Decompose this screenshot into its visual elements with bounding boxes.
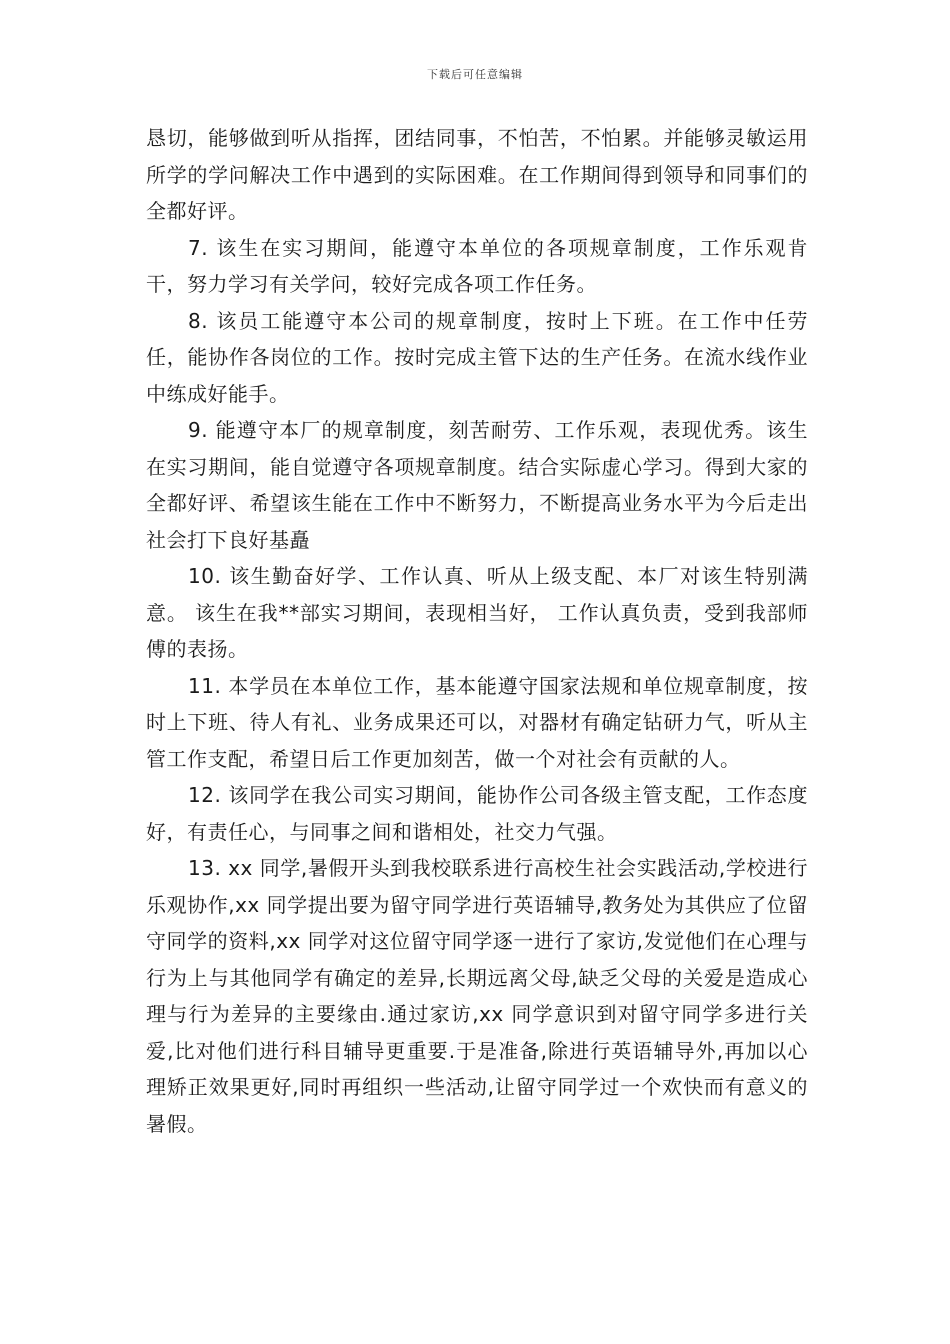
paragraph-item-8: 8. 该员工能遵守本公司的规章制度，按时上下班。在工作中任劳任，能协作各岗位的工作。按时完成主管下达的生产任务。在流水线作业中练成好能手。: [146, 308, 808, 406]
paragraph-item-7: 7. 该生在实习期间，能遵守本单位的各项规章制度，工作乐观肯干，努力学习有关学问，较好完成各项工作任务。: [146, 235, 808, 296]
paragraph-item-9: 9. 能遵守本厂的规章制度，刻苦耐劳、工作乐观，表现优秀。该生在实习期间，能自觉遵守各项规章制度。结合实际虚心学习。得到大家的全都好评、希望该生能在工作中不断努力，不断提高业务水平为今后走出社会打下良好基矗: [146, 418, 808, 552]
paragraph-item-12: 12. 该同学在我公司实习期间，能协作公司各级主管支配，工作态度好，有责任心，与同事之间和谐相处，社交力气强。: [146, 783, 808, 844]
paragraph-item-11: 11. 本学员在本单位工作，基本能遵守国家法规和单位规章制度，按时上下班、待人有礼、业务成果还可以，对器材有确定钻研力气，听从主管工作支配，希望日后工作更加刻苦，做一个对社会有贡献的人。: [146, 673, 808, 771]
page-header: 下载后可任意编辑: [427, 68, 523, 81]
paragraph-item-13: 13. xx 同学,暑假开头到我校联系进行高校生社会实践活动,学校进行乐观协作,xx 同学提出要为留守同学进行英语辅导,教务处为其供应了位留守同学的资料,xx 同学对这位留守同学逐一进行了家访,发觉他们在心理与行为上与其他同学有确定的差异,长期远离父母,缺乏父母的关爱是造成心理与行为差异的主要缘由.通过家访,xx 同学意识到对留守同学多进行关爱,比对他们进行科目辅导更重要.于是准备,除进行英语辅导外,再加以心理矫正效果更好,同时再组织一些活动,让留守同学过一个欢快而有意义的暑假。: [146, 856, 808, 1136]
document-body: [146, 120, 808, 1142]
paragraph-continuation: 恳切，能够做到听从指挥，团结同事，不怕苦，不怕累。并能够灵敏运用所学的学问解决工作中遇到的实际困难。在工作期间得到领导和同事们的全都好评。: [146, 126, 808, 223]
paragraph-item-10: 10. 该生勤奋好学、工作认真、听从上级支配、本厂对该生特别满意。 该生在我**部实习期间，表现相当好， 工作认真负责，受到我部师傅的表扬。: [146, 564, 808, 661]
